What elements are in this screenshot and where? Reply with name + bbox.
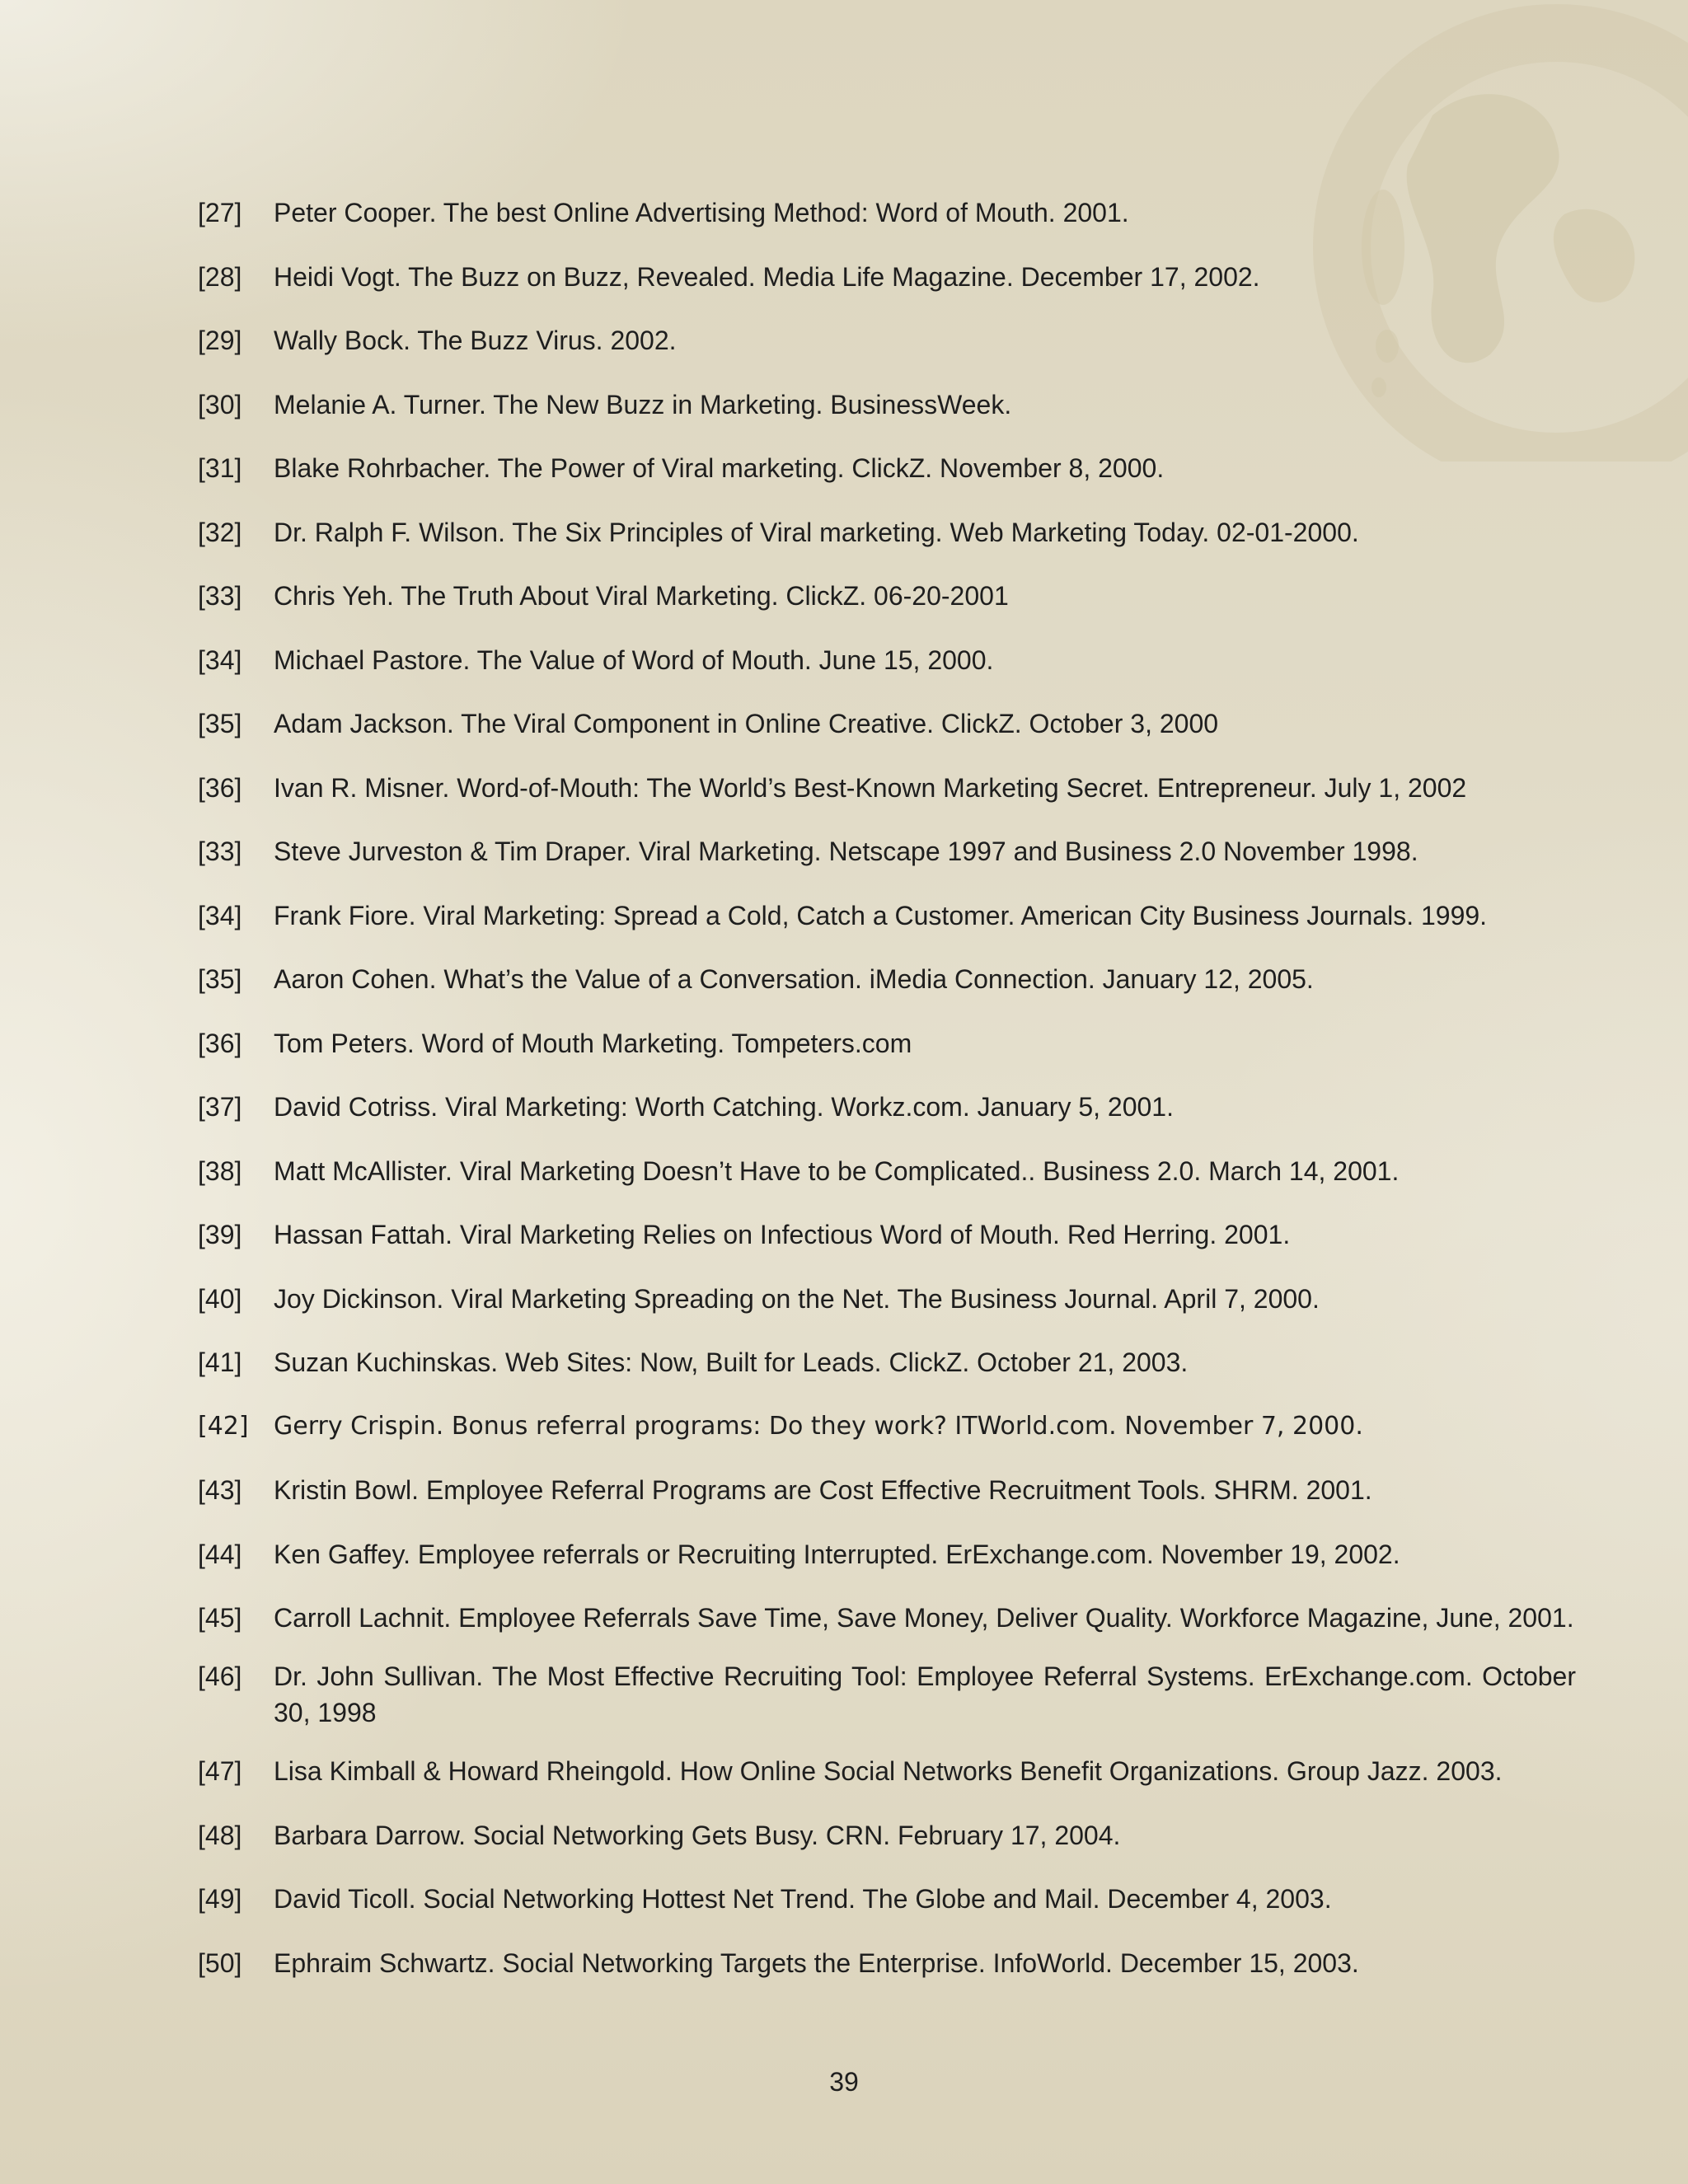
reference-number: [37] [198, 1092, 242, 1122]
reference-text: Melanie A. Turner. The New Buzz in Marketing. BusinessWeek. [274, 389, 1012, 419]
reference-text: Ivan R. Misner. Word-of-Mouth: The World’s Best-Known Marketing Secret. Entrepreneur. July 1, 2002 [274, 772, 1467, 803]
reference-number: [34] [198, 900, 242, 930]
reference-list [198, 194, 1576, 2008]
reference-text: Adam Jackson. The Viral Component in Online Creative. ClickZ. October 3, 2000 [274, 709, 1219, 738]
reference-number: [33] [198, 837, 242, 866]
reference-number: [48] [198, 1820, 242, 1850]
reference-item [198, 322, 1576, 359]
reference-text: Ephraim Schwartz. Social Networking Targets the Enterprise. InfoWorld. December 15, 2003. [274, 1947, 1359, 1978]
reference-number: [43] [198, 1475, 242, 1505]
reference-item [198, 898, 1576, 934]
reference-item [198, 1600, 1576, 1636]
reference-item [198, 514, 1576, 551]
reference-number: [36] [198, 772, 242, 803]
reference-number: [31] [198, 453, 242, 483]
reference-number: [30] [198, 389, 242, 419]
reference-number: [35] [198, 964, 242, 994]
reference-item [198, 1536, 1576, 1572]
reference-item [198, 1753, 1576, 1789]
reference-number: [28] [198, 261, 242, 292]
reference-item [198, 450, 1576, 486]
reference-item [198, 1025, 1576, 1062]
reference-number: [50] [198, 1947, 242, 1978]
reference-text: David Ticoll. Social Networking Hottest Net Trend. The Globe and Mail. December 4, 2003. [274, 1884, 1332, 1914]
reference-item [198, 578, 1576, 614]
reference-item [198, 1216, 1576, 1253]
reference-item [198, 1472, 1576, 1508]
reference-number: [45] [198, 1603, 242, 1633]
reference-item [198, 1344, 1576, 1380]
reference-text: Steve Jurveston & Tim Draper. Viral Marketing. Netscape 1997 and Business 2.0 November 1998. [274, 837, 1418, 866]
reference-item [198, 770, 1576, 806]
reference-text: Michael Pastore. The Value of Word of Mouth. June 15, 2000. [274, 644, 994, 675]
reference-item [198, 387, 1576, 423]
reference-number: [33] [198, 581, 242, 611]
reference-item [198, 705, 1576, 742]
reference-text: Lisa Kimball & Howard Rheingold. How Online Social Networks Benefit Organizations. Group Jazz. 2003. [274, 1756, 1503, 1786]
reference-text: Carroll Lachnit. Employee Referrals Save Time, Save Money, Deliver Quality. Workforce Magazine, June, 2001. [274, 1603, 1574, 1633]
reference-text: Heidi Vogt. The Buzz on Buzz, Revealed. Media Life Magazine. December 17, 2002. [274, 261, 1260, 292]
page-number: 39 [829, 2067, 859, 2097]
reference-text: Frank Fiore. Viral Marketing: Spread a Cold, Catch a Customer. American City Business Journals. 1999. [274, 900, 1488, 930]
reference-number: [36] [198, 1028, 242, 1058]
reference-number: [47] [198, 1756, 242, 1786]
reference-item [198, 1153, 1576, 1189]
reference-text: Hassan Fattah. Viral Marketing Relies on Infectious Word of Mouth. Red Herring. 2001. [274, 1220, 1291, 1249]
reference-item [198, 1281, 1576, 1317]
reference-item [198, 961, 1576, 997]
reference-number: [38] [198, 1155, 242, 1186]
reference-item [198, 833, 1576, 869]
reference-item [198, 1408, 1576, 1445]
reference-text: Suzan Kuchinskas. Web Sites: Now, Built for Leads. ClickZ. October 21, 2003. [274, 1347, 1189, 1377]
reference-text: Matt McAllister. Viral Marketing Doesn’t Have to be Complicated.. Business 2.0. March 14, 2001. [274, 1155, 1400, 1186]
reference-item [198, 1658, 1576, 1731]
reference-number: [40] [198, 1283, 242, 1314]
reference-number: [42] [198, 1411, 249, 1441]
reference-number: [46] [198, 1661, 242, 1691]
reference-text: Dr. Ralph F. Wilson. The Six Principles of Viral marketing. Web Marketing Today. 02-01-2000. [274, 517, 1359, 547]
reference-number: [49] [198, 1884, 242, 1914]
reference-text: Aaron Cohen. What’s the Value of a Conversation. iMedia Connection. January 12, 2005. [274, 964, 1314, 994]
reference-text: Wally Bock. The Buzz Virus. 2002. [274, 326, 677, 355]
reference-number: [39] [198, 1220, 242, 1249]
reference-item [198, 1881, 1576, 1917]
reference-number: [41] [198, 1347, 242, 1377]
reference-item [198, 642, 1576, 678]
reference-item [198, 194, 1576, 231]
reference-text: Tom Peters. Word of Mouth Marketing. Tompeters.com [274, 1028, 912, 1058]
reference-number: [27] [198, 198, 242, 227]
reference-item [198, 1817, 1576, 1854]
reference-text: Barbara Darrow. Social Networking Gets Busy. CRN. February 17, 2004. [274, 1820, 1121, 1850]
reference-text: Ken Gaffey. Employee referrals or Recruiting Interrupted. ErExchange.com. November 19, 2002. [274, 1539, 1400, 1569]
reference-item [198, 1089, 1576, 1125]
reference-number: [34] [198, 644, 242, 675]
reference-number: [32] [198, 517, 242, 547]
reference-number: [35] [198, 709, 242, 738]
reference-text: Gerry Crispin. Bonus referral programs: Do they work? ITWorld.com. November 7, 2000. [274, 1411, 1363, 1441]
reference-text: Blake Rohrbacher. The Power of Viral marketing. ClickZ. November 8, 2000. [274, 453, 1165, 483]
reference-number: [29] [198, 326, 242, 355]
reference-text: Joy Dickinson. Viral Marketing Spreading on the Net. The Business Journal. April 7, 2000. [274, 1283, 1320, 1314]
reference-number: [44] [198, 1539, 242, 1569]
reference-item [198, 1945, 1576, 1981]
reference-text: Dr. John Sullivan. The Most Effective Recruiting Tool: Employee Referral Systems. ErExchange.com. October 30, 1998 [274, 1661, 1576, 1727]
reference-text: Kristin Bowl. Employee Referral Programs are Cost Effective Recruitment Tools. SHRM. 2001. [274, 1475, 1372, 1505]
reference-text: David Cotriss. Viral Marketing: Worth Catching. Workz.com. January 5, 2001. [274, 1092, 1174, 1122]
reference-text: Peter Cooper. The best Online Advertising Method: Word of Mouth. 2001. [274, 198, 1129, 227]
reference-item [198, 259, 1576, 295]
reference-text: Chris Yeh. The Truth About Viral Marketing. ClickZ. 06-20-2001 [274, 581, 1009, 611]
